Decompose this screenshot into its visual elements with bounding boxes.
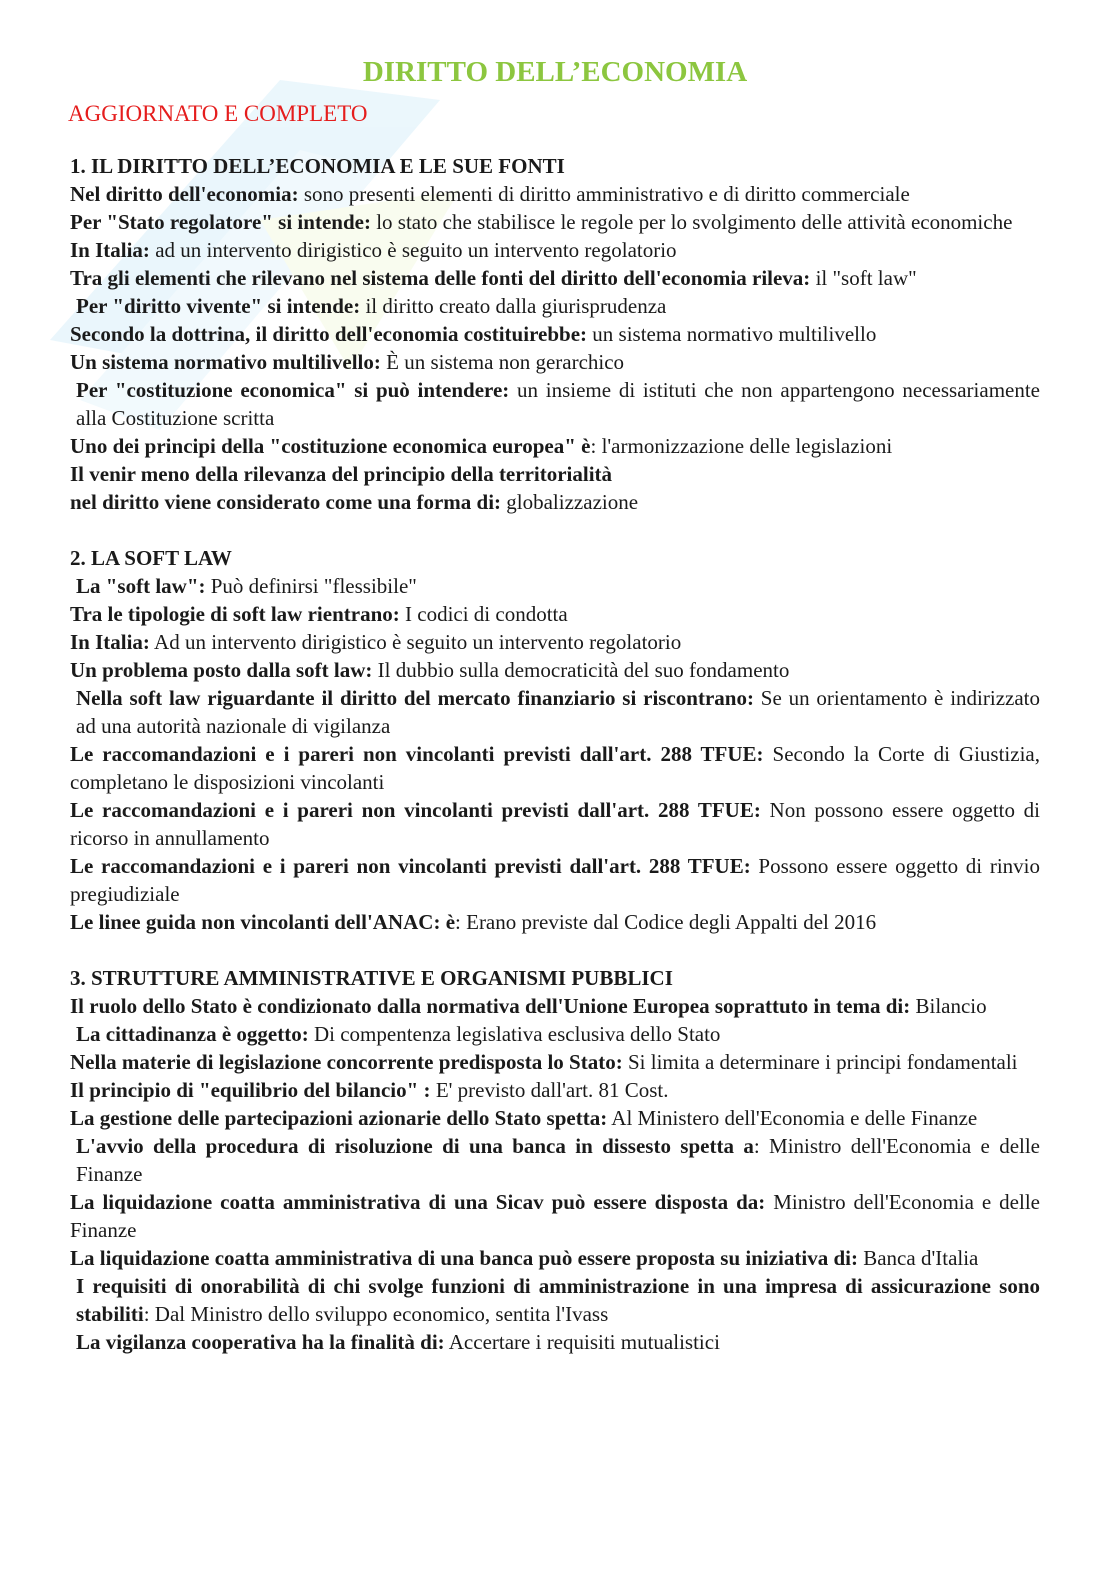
qa-item: La liquidazione coatta amministrativa di una Sicav può essere disposta da: Ministro dell'Economia e delle Finanze	[70, 1190, 1040, 1242]
qa-item: La liquidazione coatta amministrativa di una banca può essere proposta su iniziativa di: Banca d'Italia	[70, 1246, 979, 1270]
qa-item: Le linee guida non vincolanti dell'ANAC: è: Erano previste dal Codice degli Appalti del 2016	[70, 910, 877, 934]
qa-item: Un sistema normativo multilivello: È un sistema non gerarchico	[70, 350, 625, 374]
section-heading: 1. IL DIRITTO DELL’ECONOMIA E LE SUE FONTI	[70, 154, 565, 178]
qa-item: Il principio di "equilibrio del bilancio" : E' previsto dall'art. 81 Cost.	[70, 1078, 669, 1102]
qa-item: La gestione delle partecipazioni azionarie dello Stato spetta: Al Ministero dell'Economia e delle Finanze	[70, 1106, 978, 1130]
qa-item: Nella materie di legislazione concorrente predisposta lo Stato: Si limita a determinare i principi fondamentali	[70, 1050, 1018, 1074]
section-fonti	[70, 152, 1040, 516]
qa-item: In Italia: ad un intervento dirigistico è seguito un intervento regolatorio	[70, 238, 677, 262]
qa-item: Le raccomandazioni e i pareri non vincolanti previsti dall'art. 288 TFUE: Possono essere oggetto di rinvio pregiudiziale	[70, 854, 1040, 906]
qa-item: Uno dei principi della "costituzione economica europea" è: l'armonizzazione delle legislazioni	[70, 434, 893, 458]
document-subtitle: AGGIORNATO E COMPLETO	[68, 101, 368, 126]
section-heading: 2. LA SOFT LAW	[70, 546, 232, 570]
section-strutture	[70, 964, 1040, 1356]
qa-item: Un problema posto dalla soft law: Il dubbio sulla democraticità del suo fondamento	[70, 658, 790, 682]
qa-item: Nel diritto dell'economia: sono presenti elementi di diritto amministrativo e di diritto commerciale	[70, 182, 910, 206]
document-title: DIRITTO DELL’ECONOMIA	[362, 56, 748, 88]
qa-item: Tra gli elementi che rilevano nel sistema delle fonti del diritto dell'economia rileva: il "soft law"	[70, 266, 917, 290]
qa-item: nel diritto viene considerato come una forma di: globalizzazione	[70, 490, 639, 514]
qa-item: Secondo la dottrina, il diritto dell'economia costituirebbe: un sistema normativo multilivello	[70, 322, 877, 346]
qa-item: La vigilanza cooperativa ha la finalità di: Accertare i requisiti mutualistici	[76, 1330, 720, 1354]
section-heading: 3. STRUTTURE AMMINISTRATIVE E ORGANISMI PUBBLICI	[70, 966, 673, 990]
qa-item: Le raccomandazioni e i pareri non vincolanti previsti dall'art. 288 TFUE: Secondo la Corte di Giustizia, completano le disposizioni vincolanti	[70, 742, 1040, 794]
section-soft-law	[70, 544, 1040, 936]
qa-item: Tra le tipologie di soft law rientrano: I codici di condotta	[70, 602, 568, 626]
qa-item: Nella soft law riguardante il diritto del mercato finanziario si riscontrano: Se un orientamento è indirizzato ad una autorità nazionale di vigilanza	[76, 686, 1040, 738]
qa-item: L'avvio della procedura di risoluzione di una banca in dissesto spetta a: Ministro dell'Economia e delle Finanze	[76, 1134, 1041, 1186]
qa-item: Per "Stato regolatore" si intende: lo stato che stabilisce le regole per lo svolgimento delle attività economiche	[70, 210, 1013, 234]
document-page	[70, 52, 1040, 1384]
qa-item: Le raccomandazioni e i pareri non vincolanti previsti dall'art. 288 TFUE: Non possono essere oggetto di ricorso in annullamento	[70, 798, 1040, 850]
qa-item: Per "costituzione economica" si può intendere: un insieme di istituti che non appartengono necessariamente alla Costituzione scritta	[76, 378, 1040, 430]
qa-item: Il venir meno della rilevanza del principio della territorialità	[70, 462, 613, 486]
qa-item: In Italia: Ad un intervento dirigistico è seguito un intervento regolatorio	[70, 630, 682, 654]
qa-item: Per "diritto vivente" si intende: il diritto creato dalla giurisprudenza	[76, 294, 667, 318]
qa-item: La "soft law": Può definirsi "flessibile"	[76, 574, 417, 598]
qa-item: La cittadinanza è oggetto: Di compentenza legislativa esclusiva dello Stato	[76, 1022, 721, 1046]
qa-item: Il ruolo dello Stato è condizionato dalla normativa dell'Unione Europea soprattuto in tema di: Bilancio	[70, 994, 987, 1018]
qa-item: I requisiti di onorabilità di chi svolge funzioni di amministrazione in una impresa di assicurazione sono stabiliti: Dal Ministro dello sviluppo economico, sentita l'Ivass	[76, 1274, 1040, 1326]
